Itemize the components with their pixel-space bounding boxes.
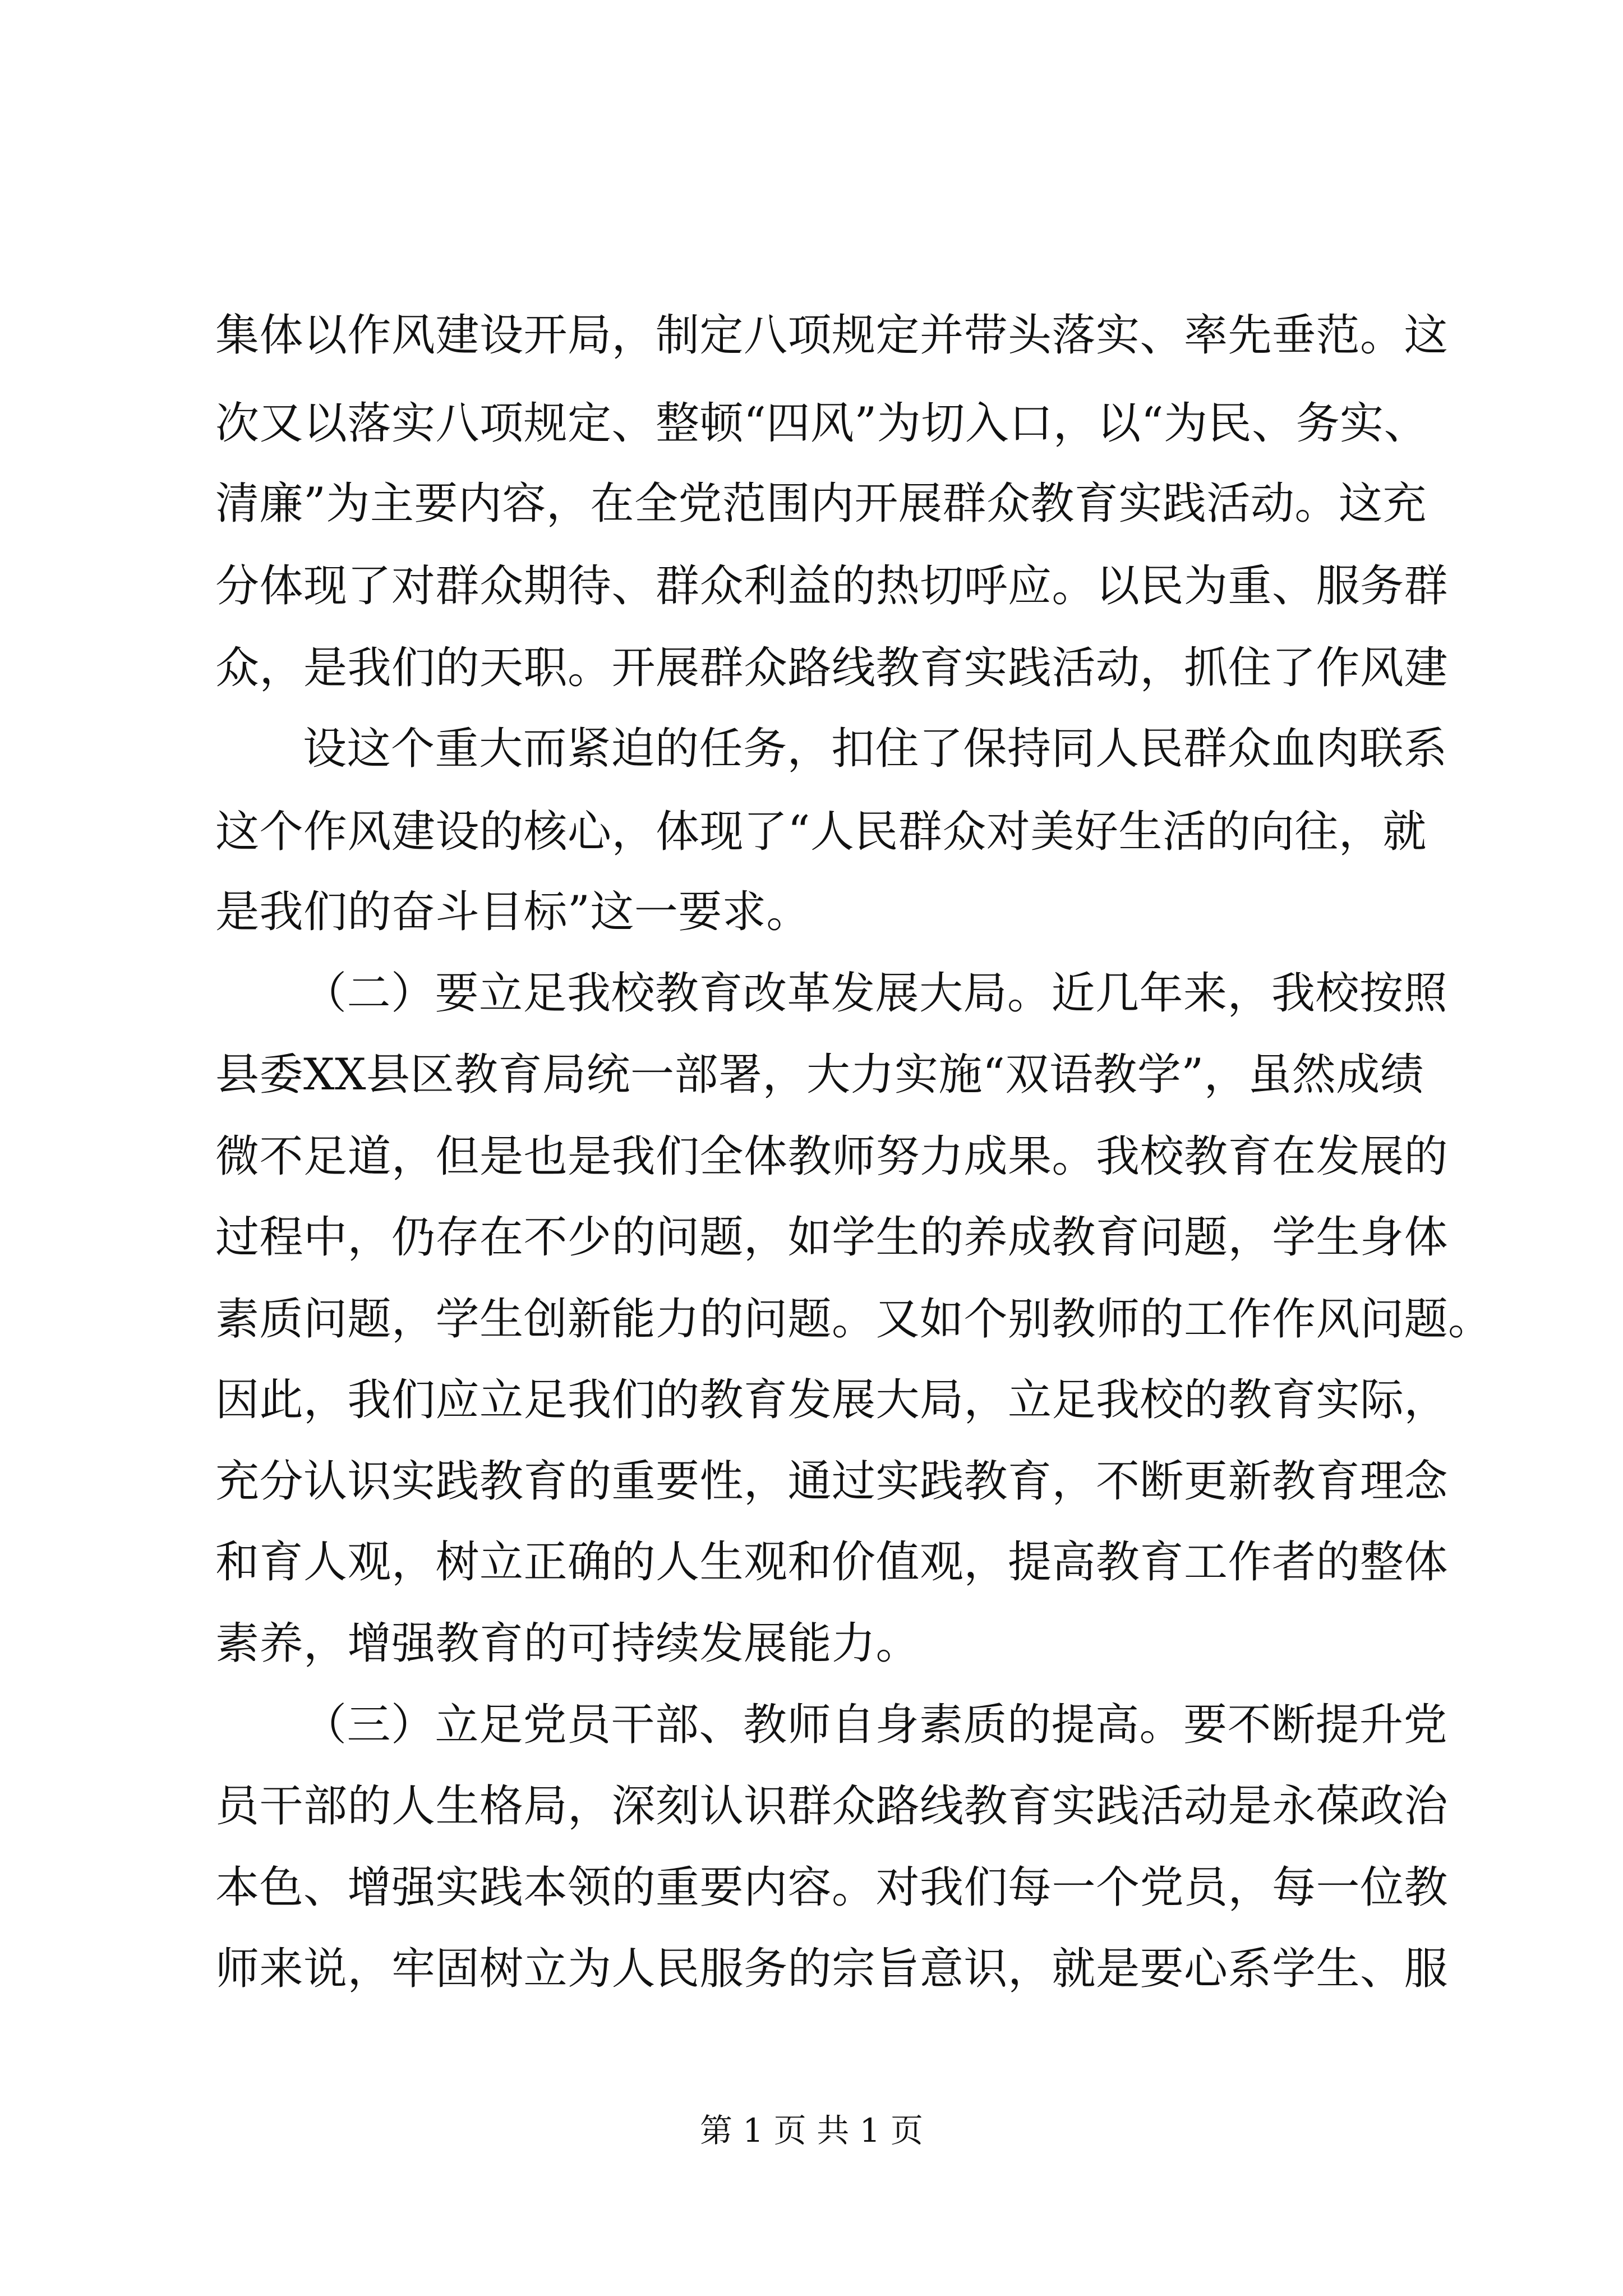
text-line: 分体现了对群众期待、群众利益的热切呼应。以民为重、服务群 [215, 561, 1449, 611]
text-line: 是我们的奋斗目标”这一要求。 [215, 887, 810, 937]
text-line: 素质问题，学生创新能力的问题。又如个别教师的工作作风问题。 [215, 1294, 1492, 1345]
text-line: 设这个重大而紧迫的任务，扣住了保持同人民群众血肉联系 [303, 724, 1448, 774]
text-line: 素养，增强教育的可持续发展能力。 [215, 1618, 920, 1669]
text-line: 因此，我们应立足我们的教育发展大局，立足我校的教育实际， [215, 1375, 1449, 1425]
text-line: 清廉”为主要内容，在全党范围内开展群众教育实践活动。这充 [215, 478, 1427, 529]
text-line: 微不足道，但是也是我们全体教师努力成果。我校教育在发展的 [215, 1131, 1449, 1182]
text-line: 师来说，牢固树立为人民服务的宗旨意识，就是要心系学生、服 [215, 1944, 1449, 1994]
text-line: 次又以落实八项规定、整顿“四风”为切入口，以“为民、务实、 [215, 398, 1428, 449]
page-footer: 第 1 页 共 1 页 [700, 2111, 923, 2150]
text-line: （三）立足党员干部、教师自身素质的提高。要不断提升党 [303, 1700, 1448, 1750]
text-line: 众，是我们的天职。开展群众路线教育实践活动，抓住了作风建 [215, 643, 1449, 693]
text-line: 这个作风建设的核心，体现了“人民群众对美好生活的向往，就 [215, 807, 1427, 857]
text-line: 县委XX县区教育局统一部署，大力实施“双语教学”，虽然成绩 [215, 1050, 1424, 1100]
text-line: 充分认识实践教育的重要性，通过实践教育，不断更新教育理念 [215, 1456, 1449, 1507]
text-line: （二）要立足我校教育改革发展大局。近几年来，我校按照 [303, 968, 1448, 1019]
text-line: 过程中，仍存在不少的问题，如学生的养成教育问题，学生身体 [215, 1212, 1449, 1263]
text-line: 本色、增强实践本领的重要内容。对我们每一个党员，每一位教 [215, 1862, 1449, 1913]
text-line: 和育人观，树立正确的人生观和价值观，提高教育工作者的整体 [215, 1537, 1449, 1588]
text-line: 集体以作风建设开局，制定八项规定并带头落实、率先垂范。这 [215, 310, 1449, 361]
text-line: 员干部的人生格局，深刻认识群众路线教育实践活动是永葆政治 [215, 1781, 1449, 1832]
